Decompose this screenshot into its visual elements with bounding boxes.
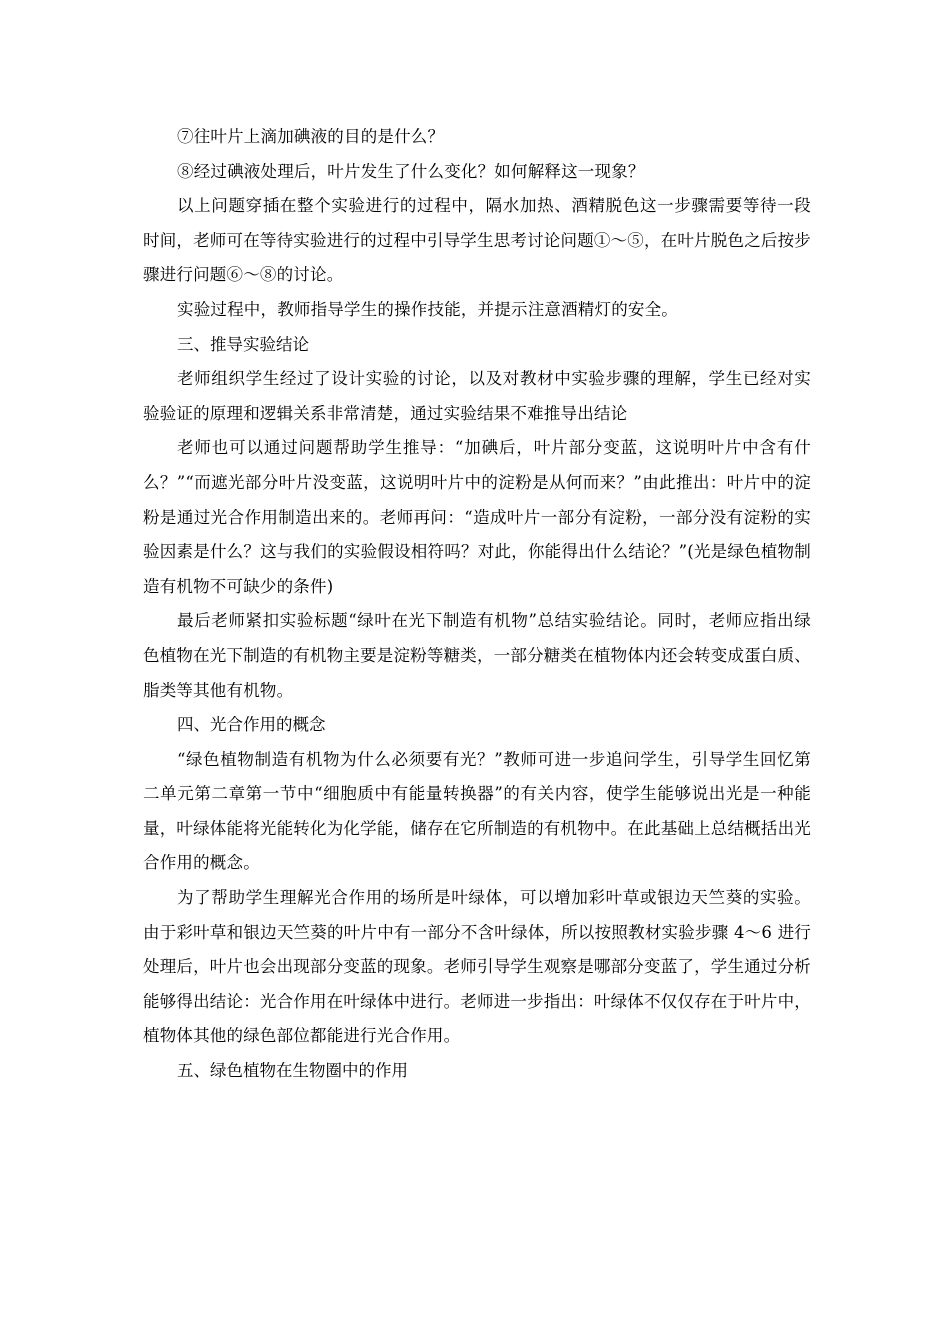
question-8: ⑧经过碘液处理后，叶片发生了什么变化？如何解释这一现象？ (177, 161, 645, 181)
paragraph-teacher-questions: 老师也可以通过问题帮助学生推导：“加碘后，叶片部分变蓝，这说明叶片中含有什么？”“而遮光部分叶片没变蓝，这说明叶片中的淀粉是从何而来？”由此推出：叶片中的淀粉是通过光合作用制造出来的。老师再问：“造成叶片一部分有淀粉，一部分没有淀粉的实验因素是什么？这与我们的实验假设相符吗？对此，你能得出什么结论？”(光是绿色植物制造有机物不可缺少的条件) (143, 438, 811, 596)
paragraph-safety: 实验过程中，教师指导学生的操作技能，并提示注意酒精灯的安全。 (177, 299, 678, 319)
section-heading-5: 五、绿色植物在生物圈中的作用 (177, 1061, 408, 1081)
document-body (143, 120, 811, 1089)
paragraph-light-energy: “绿色植物制造有机物为什么必须要有光？”教师可进一步追问学生，引导学生回忆第二单元第二章第一节中“细胞质中有能量转换器”的有关内容，使学生能够说出光是一种能量，叶绿体能将光能转化为化学能，储存在它所制造的有机物中。在此基础上总结概括出光合作用的概念。 (143, 749, 811, 873)
paragraph-chloroplast-experiment: 为了帮助学生理解光合作用的场所是叶绿体，可以增加彩叶草或银边天竺葵的实验。由于彩叶草和银边天竺葵的叶片中有一部分不含叶绿体，所以按照教材实验步骤 4～6 进行处理后，叶片也会出现部分变蓝的现象。老师引导学生观察是哪部分变蓝了，学生通过分析能够得出结论：光合作用在叶绿体中进行。老师进一步指出：叶绿体不仅仅存在于叶片中，植物体其他的绿色部位都能进行光合作用。 (143, 888, 811, 1046)
paragraph-discussion-timing: 以上问题穿插在整个实验进行的过程中，隔水加热、酒精脱色这一步骤需要等待一段时间，老师可在等待实验进行的过程中引导学生思考讨论问题①～⑤，在叶片脱色之后按步骤进行问题⑥～⑧的讨论。 (143, 196, 811, 285)
paragraph-derive-conclusion: 老师组织学生经过了设计实验的讨论，以及对教材中实验步骤的理解，学生已经对实验验证的原理和逻辑关系非常清楚，通过实验结果不难推导出结论 (143, 369, 811, 423)
section-heading-3: 三、推导实验结论 (177, 334, 309, 354)
paragraph-summary: 最后老师紧扣实验标题“绿叶在光下制造有机物”总结实验结论。同时，老师应指出绿色植物在光下制造的有机物主要是淀粉等糖类，一部分糖类在植物体内还会转变成蛋白质、脂类等其他有机物。 (143, 611, 811, 700)
section-heading-4: 四、光合作用的概念 (177, 715, 326, 735)
question-7: ⑦往叶片上滴加碘液的目的是什么？ (177, 127, 445, 146)
